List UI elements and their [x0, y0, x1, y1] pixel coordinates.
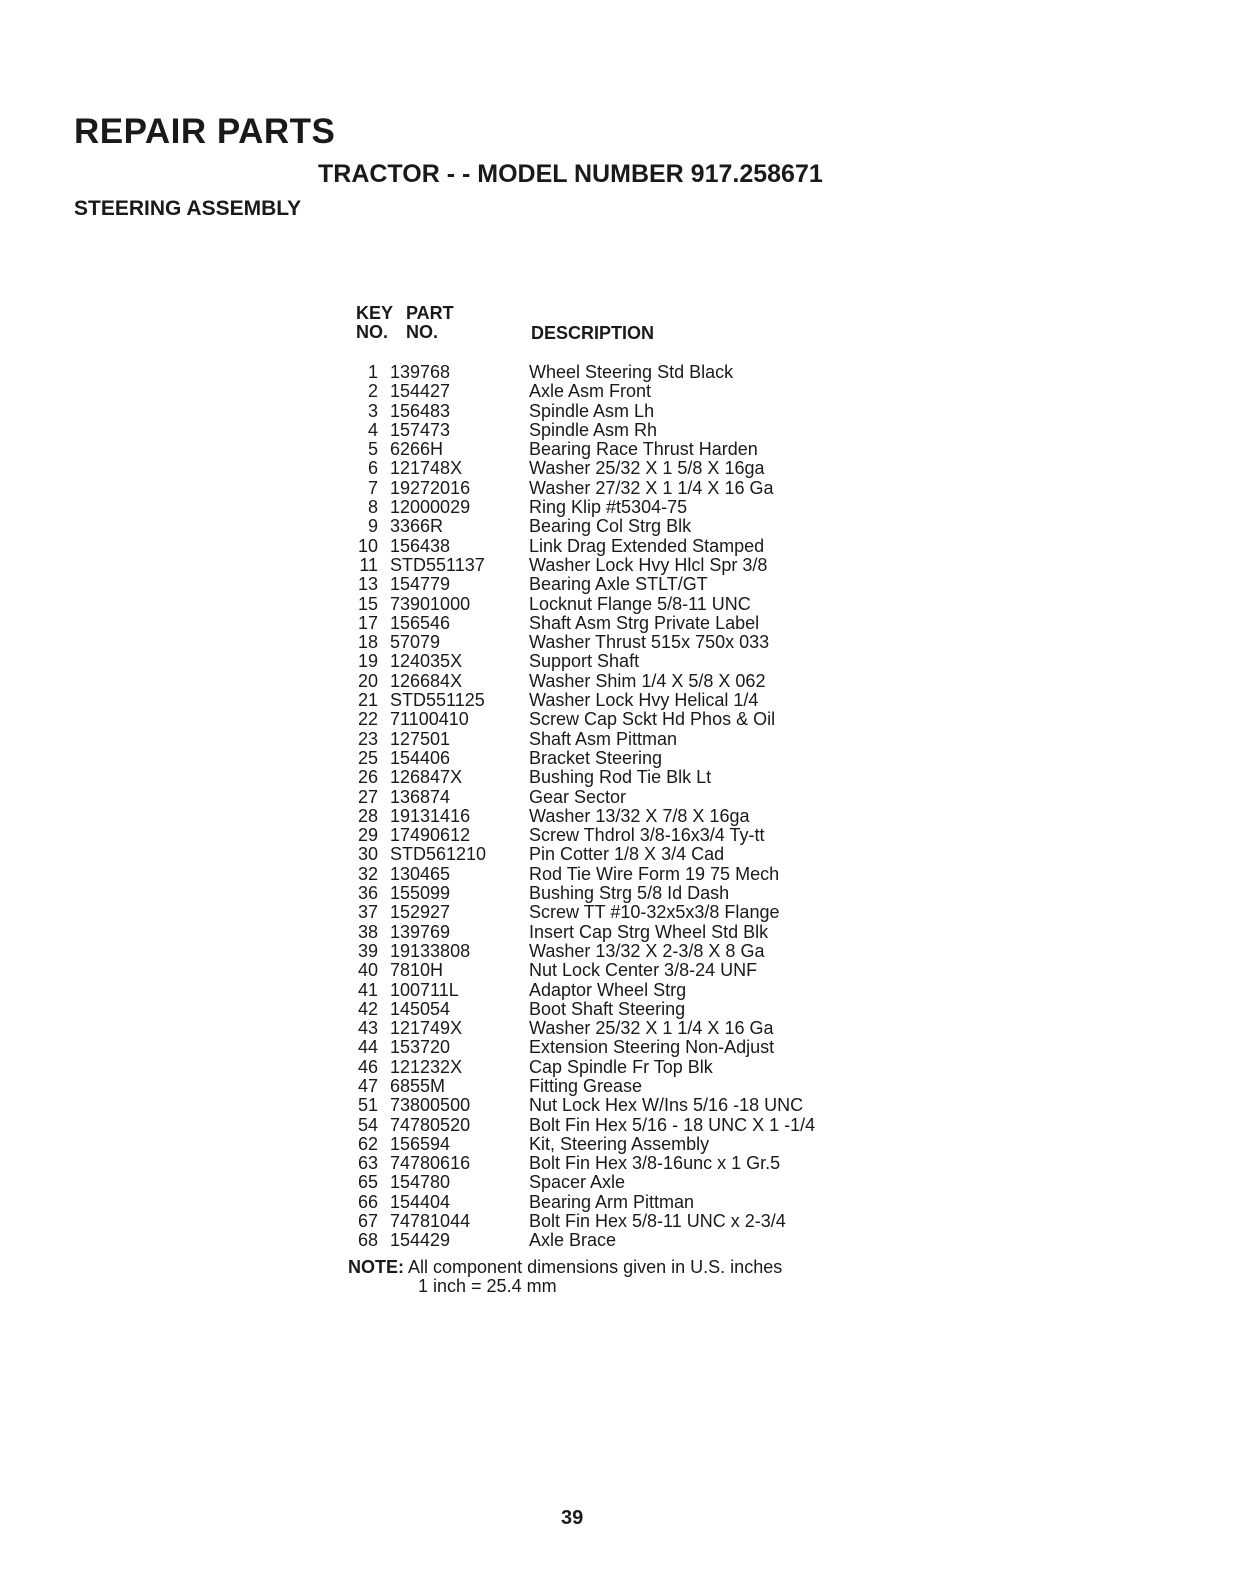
part-no: 139769: [390, 921, 451, 942]
key-no: 38: [357, 921, 378, 942]
key-no: 65: [357, 1172, 378, 1193]
table-row: [356, 633, 916, 652]
description: Bolt Fin Hex 5/16 - 18 UNC X 1 -1/4: [529, 1114, 816, 1135]
key-no: 3: [367, 400, 378, 421]
table-row: [356, 1193, 916, 1212]
description: Washer Shim 1/4 X 5/8 X 062: [529, 670, 766, 691]
description: Bushing Rod Tie Blk Lt: [529, 767, 712, 788]
description: Spindle Asm Lh: [529, 400, 655, 421]
key-no: 18: [357, 632, 378, 653]
part-no: 154404: [390, 1191, 451, 1212]
key-no: 51: [357, 1095, 378, 1116]
part-no: 3366R: [390, 516, 444, 537]
key-no: 42: [357, 998, 378, 1019]
table-row: [356, 459, 916, 478]
key-no: 63: [357, 1153, 378, 1174]
description: Screw TT #10-32x5x3/8 Flange: [529, 902, 780, 923]
key-no: 47: [357, 1075, 378, 1096]
description: Spindle Asm Rh: [529, 419, 658, 440]
key-no: 22: [357, 709, 378, 730]
table-row: [356, 421, 916, 440]
description: Kit, Steering Assembly: [529, 1133, 710, 1154]
table-row: [356, 1077, 916, 1096]
table-row: [356, 440, 916, 459]
part-no: 156483: [390, 400, 451, 421]
part-no: 7810H: [390, 960, 444, 981]
section-title: STEERING ASSEMBLY: [74, 197, 302, 220]
table-row: [356, 498, 916, 517]
description: Washer 25/32 X 1 1/4 X 16 Ga: [529, 1018, 774, 1039]
key-no: 2: [367, 381, 378, 402]
description: Support Shaft: [529, 651, 640, 672]
table-row: [356, 981, 916, 1000]
key-no: 5: [367, 439, 378, 460]
part-no: 74780616: [390, 1153, 471, 1174]
table-row: [356, 614, 916, 633]
description: Shaft Asm Pittman: [529, 728, 678, 749]
table-row: [356, 363, 916, 382]
description: Insert Cap Strg Wheel Std Blk: [529, 921, 769, 942]
key-no: 66: [357, 1191, 378, 1212]
table-row: [356, 517, 916, 536]
part-no: 57079: [390, 632, 441, 653]
part-no-label-line2: NO.: [406, 322, 439, 342]
table-row: [356, 537, 916, 556]
table-row: [356, 730, 916, 749]
table-row: [356, 652, 916, 671]
description: Nut Lock Hex W/Ins 5/16 -18 UNC: [529, 1095, 804, 1116]
part-no: 155099: [390, 883, 451, 904]
description: Gear Sector: [529, 786, 627, 807]
description: Bolt Fin Hex 3/8-16unc x 1 Gr.5: [529, 1153, 781, 1174]
key-no: 54: [357, 1114, 378, 1135]
part-no: 74781044: [390, 1211, 471, 1232]
part-no: 19272016: [390, 477, 471, 498]
key-no: 20: [357, 670, 378, 691]
description: Axle Asm Front: [529, 381, 652, 402]
note-line2: 1 inch = 25.4 mm: [418, 1276, 557, 1296]
note-label: NOTE:: [348, 1257, 404, 1277]
description: Bearing Axle STLT/GT: [529, 574, 708, 595]
key-no: 44: [357, 1037, 378, 1058]
part-no: 145054: [390, 998, 451, 1019]
table-row: [356, 1096, 916, 1115]
table-row: [356, 961, 916, 980]
part-no: 126847X: [390, 767, 463, 788]
description: Bracket Steering: [529, 747, 663, 768]
part-no: 124035X: [390, 651, 463, 672]
description: Pin Cotter 1/8 X 3/4 Cad: [529, 844, 725, 865]
key-no: 32: [357, 863, 378, 884]
key-no: 15: [357, 593, 378, 614]
description: Washer 27/32 X 1 1/4 X 16 Ga: [529, 477, 774, 498]
description: Adaptor Wheel Strg: [529, 979, 687, 1000]
part-no: 156438: [390, 535, 451, 556]
part-no: 73901000: [390, 593, 471, 614]
part-no: 136874: [390, 786, 451, 807]
description: Washer 13/32 X 7/8 X 16ga: [529, 805, 750, 826]
part-no: 121232X: [390, 1056, 463, 1077]
key-no: 13: [357, 574, 378, 595]
table-row: [356, 1173, 916, 1192]
key-no: 7: [367, 477, 378, 498]
key-no: 1: [367, 362, 378, 382]
table-row: [356, 402, 916, 421]
key-no: 23: [357, 728, 378, 749]
part-no: 153720: [390, 1037, 451, 1058]
table-row: [356, 903, 916, 922]
key-no: 6: [367, 458, 378, 479]
part-no: 19131416: [390, 805, 471, 826]
part-no: STD551125: [390, 690, 485, 711]
key-no-label-line2: NO.: [356, 322, 389, 342]
description: Spacer Axle: [529, 1172, 626, 1193]
table-row: [356, 884, 916, 903]
key-no: 27: [357, 786, 378, 807]
table-row: [356, 1212, 916, 1231]
description: Bearing Col Strg Blk: [529, 516, 692, 537]
part-no: 139768: [390, 362, 451, 382]
part-no: 6855M: [390, 1075, 446, 1096]
key-no: 40: [357, 960, 378, 981]
key-no: 21: [357, 690, 378, 711]
part-no: 157473: [390, 419, 451, 440]
key-no: 4: [367, 419, 378, 440]
part-no: 71100410: [390, 709, 469, 730]
key-no: 26: [357, 767, 378, 788]
part-no: 126684X: [390, 670, 463, 691]
description: Washer 13/32 X 2-3/8 X 8 Ga: [529, 940, 765, 961]
description: Bolt Fin Hex 5/8-11 UNC x 2-3/4: [529, 1211, 786, 1232]
key-no-label-line1: KEY: [356, 303, 394, 323]
model-title: TRACTOR - - MODEL NUMBER 917.258671: [318, 160, 823, 188]
page-number: 39: [561, 1507, 584, 1529]
description: Washer Lock Hvy Hlcl Spr 3/8: [529, 554, 768, 575]
note-text: All component dimensions given in U.S. inches: [408, 1257, 783, 1277]
table-row: [356, 1231, 916, 1250]
description: Ring Klip #t5304-75: [529, 497, 688, 518]
description: Screw Thdrol 3/8-16x3/4 Ty-tt: [529, 825, 765, 846]
part-no: 154779: [390, 574, 451, 595]
part-no: 154780: [390, 1172, 451, 1193]
table-row: [356, 942, 916, 961]
table-row: [356, 826, 916, 845]
table-row: [356, 1116, 916, 1135]
key-no: 19: [357, 651, 378, 672]
description: Extension Steering Non-Adjust: [529, 1037, 775, 1058]
description: Bearing Race Thrust Harden: [529, 439, 758, 460]
description: Wheel Steering Std Black: [529, 362, 734, 382]
table-row: [356, 807, 916, 826]
key-no: 17: [357, 612, 378, 633]
table-row: [356, 1000, 916, 1019]
description: Boot Shaft Steering: [529, 998, 686, 1019]
key-no: 8: [367, 497, 378, 518]
key-no: 41: [357, 979, 378, 1000]
description: Cap Spindle Fr Top Blk: [529, 1056, 713, 1077]
key-no: 37: [357, 902, 378, 923]
part-no: 12000029: [390, 497, 471, 518]
description: Washer Lock Hvy Helical 1/4: [529, 690, 759, 711]
part-no: 121748X: [390, 458, 463, 479]
part-no: 17490612: [390, 825, 471, 846]
table-row: [356, 382, 916, 401]
part-no: 73800500: [390, 1095, 471, 1116]
key-no: 46: [357, 1056, 378, 1077]
part-no: 156546: [390, 612, 451, 633]
key-no: 25: [357, 747, 378, 768]
table-row: [356, 749, 916, 768]
key-no: 68: [357, 1230, 378, 1251]
table-row: [356, 1038, 916, 1057]
table-row: [356, 788, 916, 807]
key-no: 43: [357, 1018, 378, 1039]
description: Screw Cap Sckt Hd Phos & Oil: [529, 709, 776, 730]
part-no: 154427: [390, 381, 451, 402]
description: Washer 25/32 X 1 5/8 X 16ga: [529, 458, 765, 479]
description: Washer Thrust 515x 750x 033: [529, 632, 770, 653]
page-title: REPAIR PARTS: [74, 112, 336, 151]
part-no: 121749X: [390, 1018, 463, 1039]
key-no: 29: [357, 825, 378, 846]
table-row: [356, 865, 916, 884]
note: [348, 1258, 782, 1296]
part-no: STD561210: [390, 844, 487, 865]
parts-list: [356, 363, 916, 1251]
description: Link Drag Extended Stamped: [529, 535, 765, 556]
table-row: [356, 1019, 916, 1038]
table-row: [356, 479, 916, 498]
description: Axle Brace: [529, 1230, 617, 1251]
key-no: 30: [357, 844, 378, 865]
table-row: [356, 672, 916, 691]
description: Shaft Asm Strg Private Label: [529, 612, 760, 633]
key-no: 62: [357, 1133, 378, 1154]
table-row: [356, 845, 916, 864]
table-row: [356, 1154, 916, 1173]
part-no: 130465: [390, 863, 451, 884]
key-no: 10: [357, 535, 378, 556]
table-row: [356, 1058, 916, 1077]
description-label: DESCRIPTION: [531, 323, 655, 343]
description: Bushing Strg 5/8 Id Dash: [529, 883, 730, 904]
table-row: [356, 710, 916, 729]
table-row: [356, 923, 916, 942]
table-row: [356, 691, 916, 710]
description: Fitting Grease: [529, 1075, 643, 1096]
table-row: [356, 556, 916, 575]
part-no: 74780520: [390, 1114, 471, 1135]
description: Rod Tie Wire Form 19 75 Mech: [529, 863, 780, 884]
part-no: STD551137: [390, 554, 485, 575]
part-no: 154429: [390, 1230, 451, 1251]
table-row: [356, 595, 916, 614]
key-no: 9: [367, 516, 378, 537]
part-no-label-line1: PART: [406, 303, 454, 323]
table-row: [356, 575, 916, 594]
part-no: 100711L: [390, 979, 459, 1000]
part-no: 156594: [390, 1133, 451, 1154]
description: Locknut Flange 5/8-11 UNC: [529, 593, 751, 614]
table-row: [356, 768, 916, 787]
part-no: 152927: [390, 902, 451, 923]
part-no: 154406: [390, 747, 451, 768]
key-no: 28: [357, 805, 378, 826]
key-no: 67: [357, 1211, 378, 1232]
key-no: 11: [359, 554, 378, 575]
description: Bearing Arm Pittman: [529, 1191, 695, 1212]
description: Nut Lock Center 3/8-24 UNF: [529, 960, 758, 981]
part-no: 19133808: [390, 940, 471, 961]
key-no: 39: [357, 940, 378, 961]
part-no: 127501: [390, 728, 451, 749]
table-row: [356, 1135, 916, 1154]
note-line1: [348, 1258, 782, 1277]
part-no: 6266H: [390, 439, 444, 460]
key-no: 36: [357, 883, 378, 904]
